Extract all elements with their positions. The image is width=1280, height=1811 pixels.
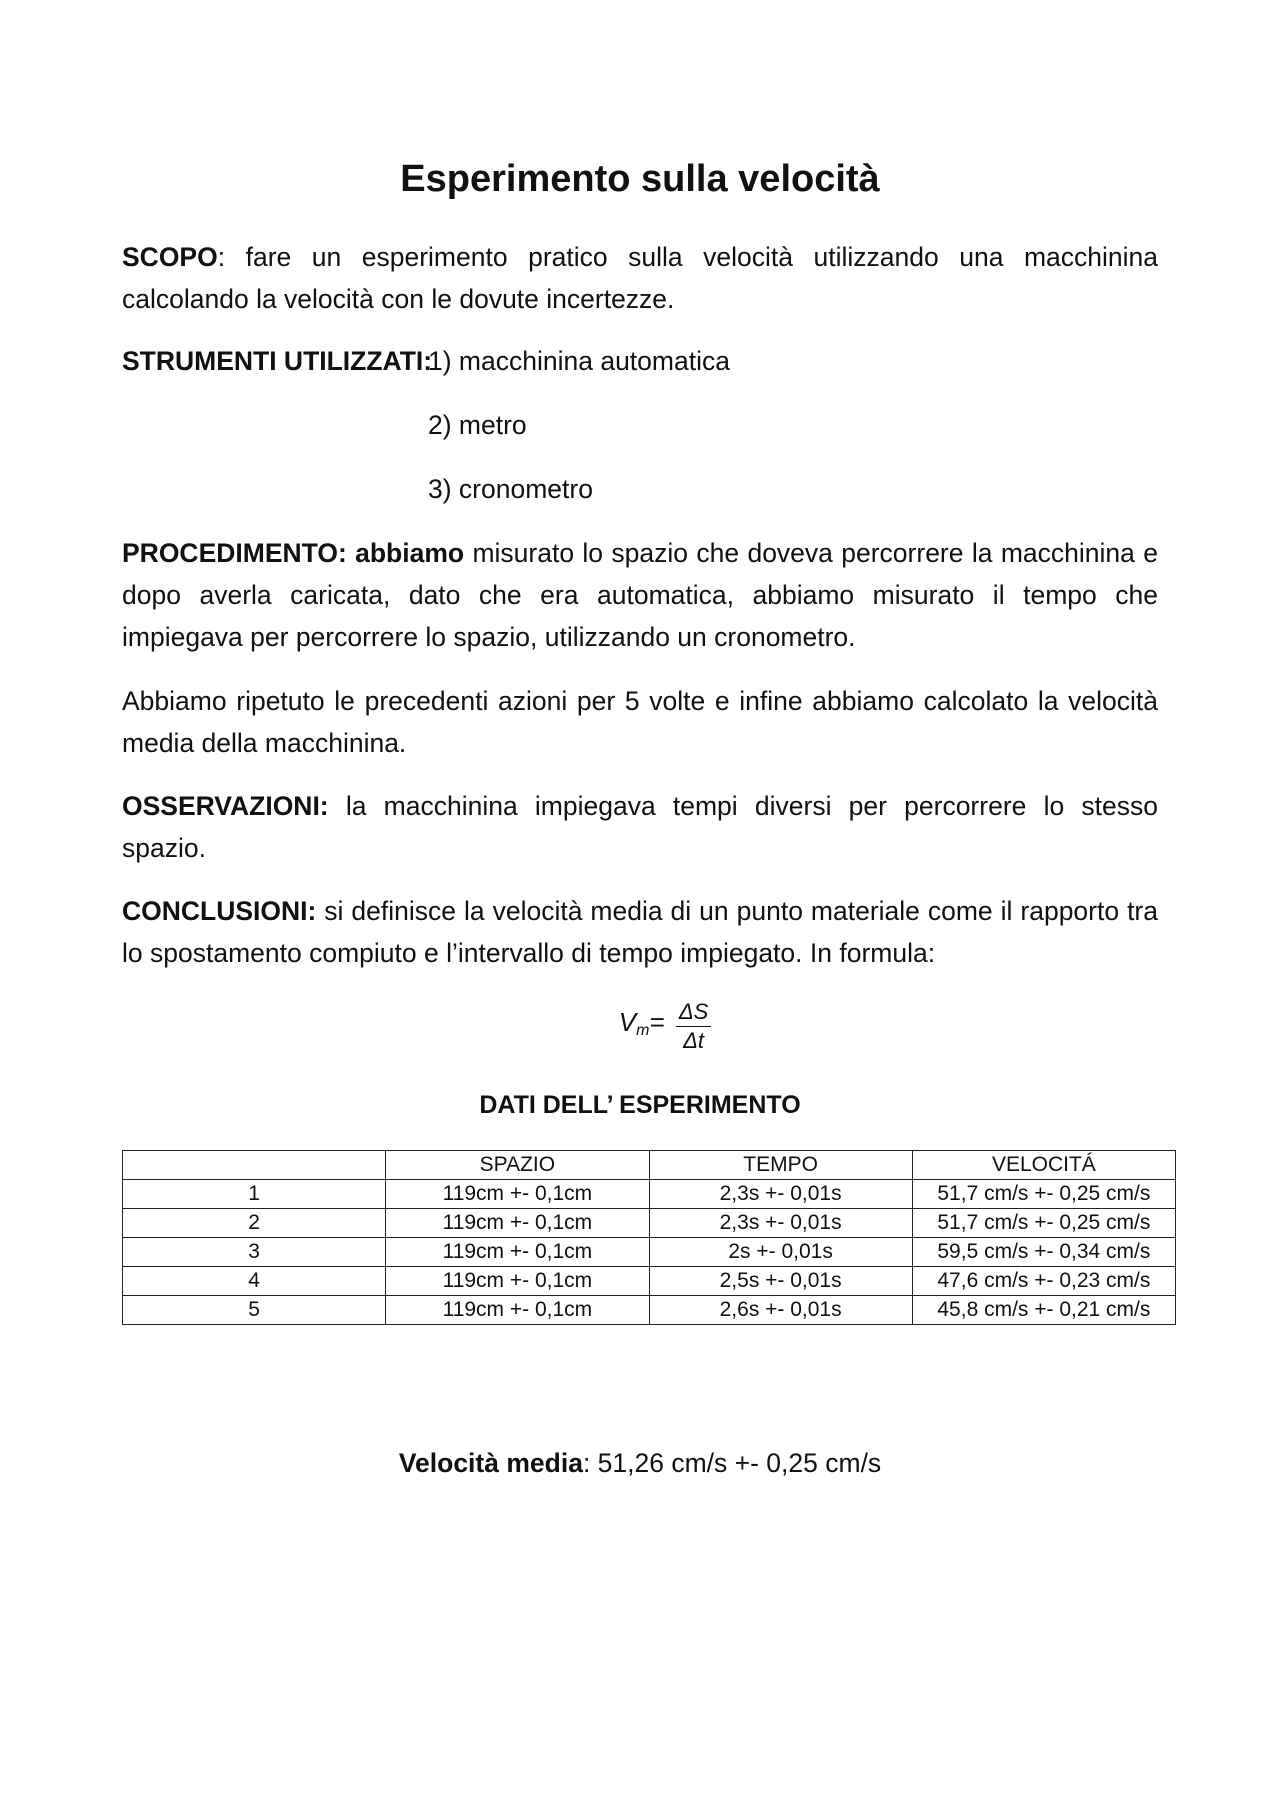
procedimento-text: misurato lo spazio che doveva percorrere la macchinina e dopo averla caricata, dato che era automatica, abbiamo misurato il tempo che impiegava per percorrere lo spazio, utilizzando un cronometro. xyxy=(122,538,1158,652)
strumenti-section xyxy=(122,340,1158,504)
cell-trial: 2 xyxy=(123,1209,386,1238)
formula-equals: = xyxy=(649,1007,665,1037)
cell-spazio: 119cm +- 0,1cm xyxy=(386,1209,649,1238)
procedimento-paragraph xyxy=(122,532,1158,658)
formula-numerator: ΔS xyxy=(676,998,711,1027)
cell-spazio: 119cm +- 0,1cm xyxy=(386,1267,649,1296)
table-row xyxy=(123,1267,1176,1296)
cell-velocita: 45,8 cm/s +- 0,21 cm/s xyxy=(912,1296,1175,1325)
cell-trial: 3 xyxy=(123,1238,386,1267)
table-header-row xyxy=(123,1151,1176,1180)
scopo-paragraph xyxy=(122,236,1158,320)
cell-spazio: 119cm +- 0,1cm xyxy=(386,1238,649,1267)
table-row xyxy=(123,1180,1176,1209)
page-title: Esperimento sulla velocità xyxy=(400,158,880,200)
cell-velocita: 59,5 cm/s +- 0,34 cm/s xyxy=(912,1238,1175,1267)
cell-tempo: 2s +- 0,01s xyxy=(649,1238,912,1267)
header-cell-spazio: SPAZIO xyxy=(386,1151,649,1180)
header-cell-empty xyxy=(123,1151,386,1180)
cell-velocita: 51,7 cm/s +- 0,25 cm/s xyxy=(912,1180,1175,1209)
conclusioni-paragraph xyxy=(122,890,1158,974)
cell-tempo: 2,3s +- 0,01s xyxy=(649,1209,912,1238)
ripetizione-paragraph: Abbiamo ripetuto le precedenti azioni per 5 volte e infine abbiamo calcolato la velocità media della macchinina. xyxy=(122,686,1158,758)
table-row xyxy=(123,1238,1176,1267)
cell-tempo: 2,5s +- 0,01s xyxy=(649,1267,912,1296)
osservazioni-label: OSSERVAZIONI: xyxy=(122,791,329,821)
formula-subscript: m xyxy=(636,1022,650,1039)
scopo-label: SCOPO xyxy=(122,242,218,272)
cell-velocita: 47,6 cm/s +- 0,23 cm/s xyxy=(912,1267,1175,1296)
table-row xyxy=(123,1296,1176,1325)
table-row xyxy=(123,1209,1176,1238)
average-velocity-label: Velocità media xyxy=(398,1448,583,1478)
cell-spazio: 119cm +- 0,1cm xyxy=(386,1180,649,1209)
cell-trial: 4 xyxy=(123,1267,386,1296)
formula-fraction xyxy=(676,998,711,1055)
strumento-item-1: 1) macchinina automatica xyxy=(428,346,730,376)
formula-lhs: V xyxy=(618,1007,637,1037)
cell-trial: 5 xyxy=(123,1296,386,1325)
table-title: DATI DELL’ ESPERIMENTO xyxy=(479,1091,801,1119)
formula-denominator: Δt xyxy=(683,1028,704,1053)
scopo-text: : fare un esperimento pratico sulla velocità utilizzando una macchinina calcolando la velocità con le dovute incertezze. xyxy=(122,242,1158,314)
conclusioni-text: si definisce la velocità media di un punto materiale come il rapporto tra lo spostamento compiuto e l’intervallo di tempo impiegato. In formula: xyxy=(122,896,1158,968)
osservazioni-text: la macchinina impiegava tempi diversi per percorrere lo stesso spazio. xyxy=(122,791,1158,863)
strumento-item-3: 3) cronometro xyxy=(428,474,593,504)
osservazioni-paragraph xyxy=(122,785,1158,869)
cell-tempo: 2,3s +- 0,01s xyxy=(649,1180,912,1209)
procedimento-label: PROCEDIMENTO: abbiamo xyxy=(122,538,465,568)
average-velocity xyxy=(122,1442,1158,1484)
velocity-formula xyxy=(122,998,1158,1068)
data-table xyxy=(122,1150,1176,1325)
cell-trial: 1 xyxy=(123,1180,386,1209)
cell-spazio: 119cm +- 0,1cm xyxy=(386,1296,649,1325)
header-cell-velocita: VELOCITÁ xyxy=(912,1151,1175,1180)
strumenti-label: STRUMENTI UTILIZZATI: xyxy=(122,346,433,376)
cell-velocita: 51,7 cm/s +- 0,25 cm/s xyxy=(912,1209,1175,1238)
strumento-item-2: 2) metro xyxy=(428,410,527,440)
cell-tempo: 2,6s +- 0,01s xyxy=(649,1296,912,1325)
conclusioni-label: CONCLUSIONI: xyxy=(122,896,317,926)
average-velocity-value: : 51,26 cm/s +- 0,25 cm/s xyxy=(582,1448,882,1478)
header-cell-tempo: TEMPO xyxy=(649,1151,912,1180)
